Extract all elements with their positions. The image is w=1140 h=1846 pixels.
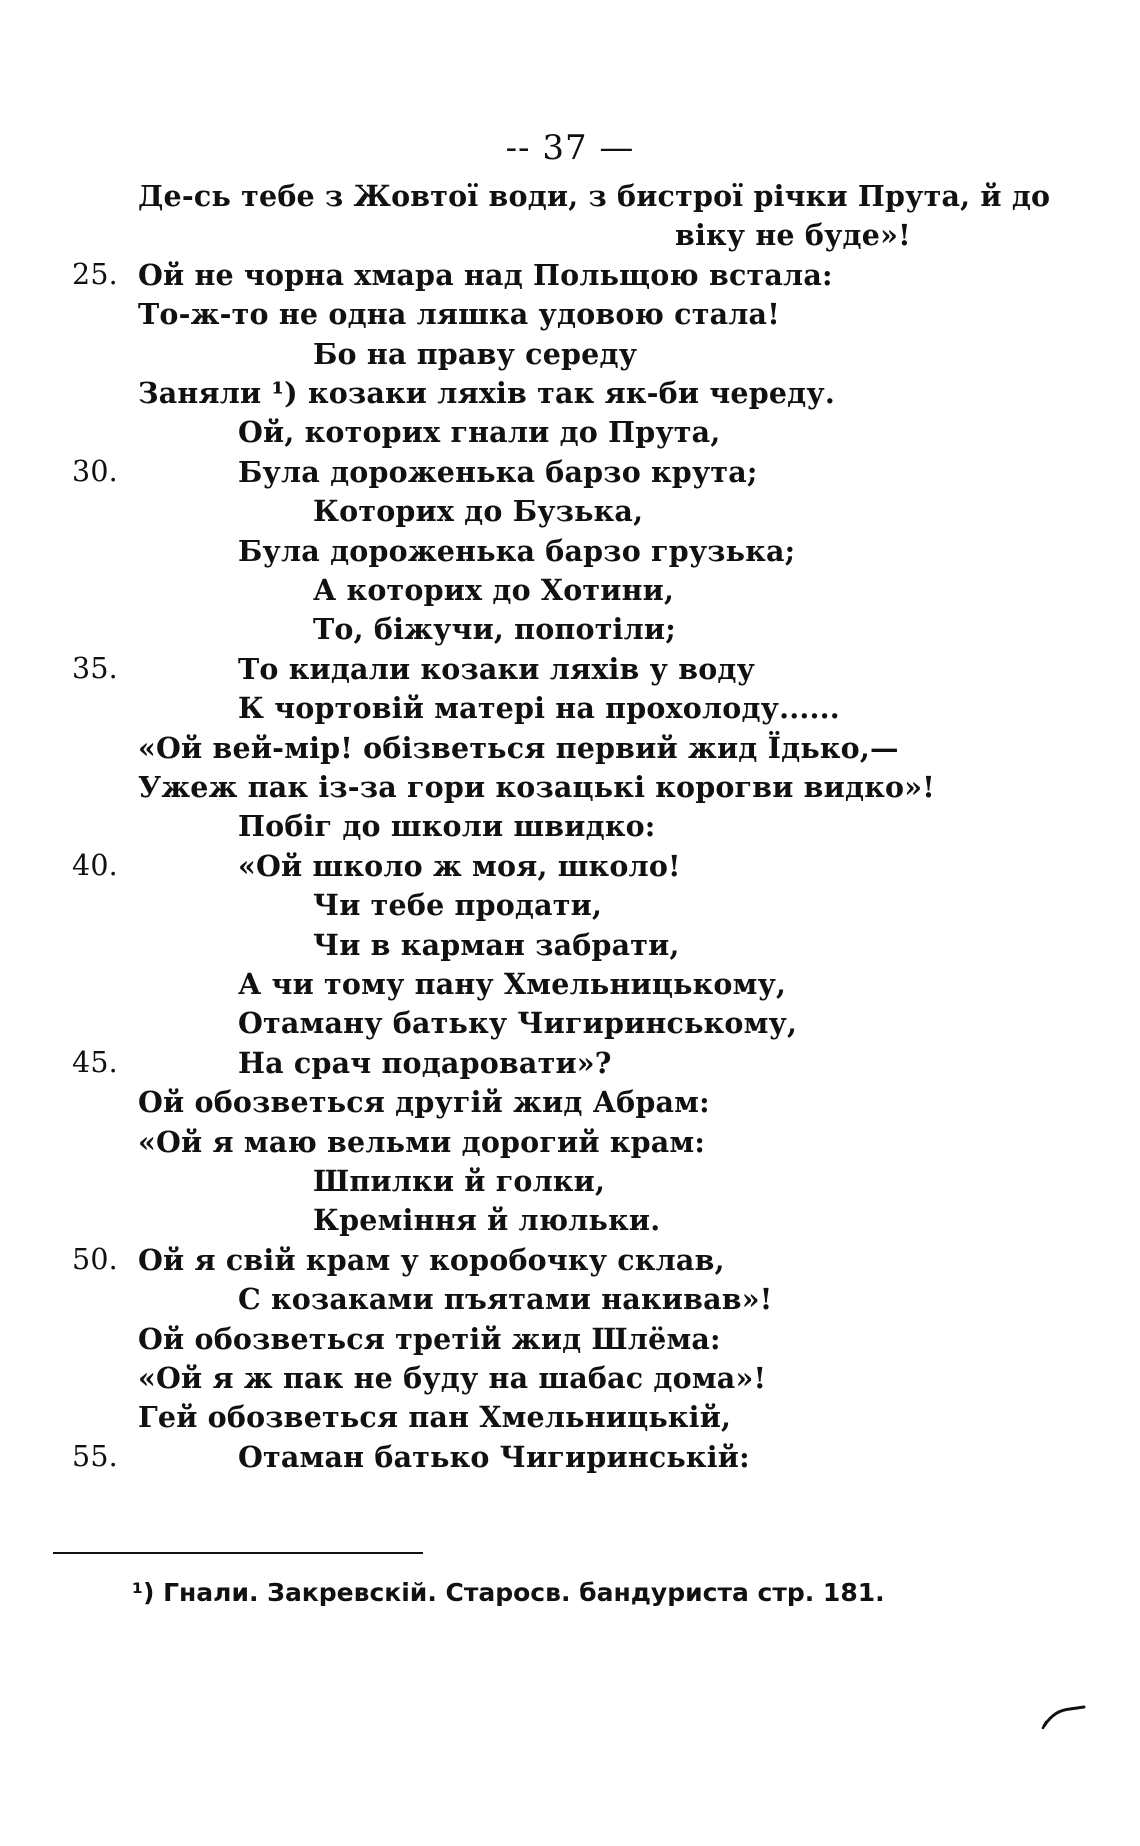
- poem-line: [0, 1358, 1140, 1398]
- line-text: Заняли ¹) козаки ляхів так як-би череду.: [138, 376, 835, 410]
- line-number: 40.: [72, 848, 118, 882]
- poem-line: [0, 1240, 1140, 1280]
- poem-line: [0, 1082, 1140, 1122]
- poem-line: [0, 452, 1140, 492]
- poem-line: [0, 176, 1140, 216]
- line-number: 55.: [72, 1439, 118, 1473]
- poem-line: [0, 846, 1140, 886]
- line-text: Побіг до школи швидко:: [238, 809, 656, 844]
- line-text: То, біжучи, попотіли;: [313, 612, 676, 647]
- poem-line: [0, 1437, 1140, 1477]
- poem-line: [0, 609, 1140, 649]
- footnote: ¹) Гнали. Закревскій. Старосв. бандуриста стр. 181.: [132, 1578, 885, 1607]
- page-number: -- 37 —: [505, 128, 635, 168]
- line-number: 25.: [72, 257, 118, 291]
- line-text: Шпилки й голки,: [313, 1164, 606, 1198]
- line-text: Ой не чорна хмара над Польщою встала:: [138, 257, 833, 292]
- line-number: 30.: [72, 454, 118, 488]
- line-number: 50.: [72, 1242, 118, 1276]
- line-text: Була дороженька барзо грузька;: [238, 533, 796, 568]
- line-text: Которих до Бузька,: [313, 494, 644, 529]
- line-text: На срач подаровати»?: [238, 1045, 612, 1080]
- footnote-separator: [53, 1552, 423, 1554]
- line-text: Ой я свій крам у коробочку склав,: [138, 1242, 725, 1277]
- poem-line: [0, 1200, 1140, 1240]
- line-text: Бо на праву середу: [313, 336, 638, 371]
- line-text: А чи тому пану Хмельницькому,: [238, 967, 787, 1001]
- poem-line: [0, 294, 1140, 334]
- line-text: Креміння й люльки.: [313, 1203, 661, 1238]
- line-text: То кидали козаки ляхів у воду: [238, 651, 756, 686]
- poem-line: [0, 215, 1140, 255]
- line-text: «Ой школо ж моя, школо!: [238, 848, 681, 883]
- line-text: Ужеж пак із-за гори козацькі корогви видко»!: [138, 770, 935, 804]
- poem-line: [0, 255, 1140, 295]
- line-text: Чи тебе продати,: [313, 888, 603, 923]
- line-text: Гей обозветься пан Хмельницькій,: [138, 1400, 732, 1435]
- poem-line: [0, 964, 1140, 1004]
- line-text: «Ой я ж пак не буду на шабас дома»!: [138, 1361, 767, 1395]
- line-text: К чортовій матері на прохолоду......: [238, 691, 840, 726]
- line-text: А которих до Хотини,: [313, 573, 675, 607]
- poem-line: [0, 1003, 1140, 1043]
- line-text: Де-сь тебе з Жовтої води, з бистрої річки Прута, й до: [138, 179, 1051, 213]
- poem-line: [0, 1122, 1140, 1162]
- poem-line: [0, 373, 1140, 413]
- line-text: Отаман батько Чигиринській:: [238, 1439, 750, 1474]
- line-number: 45.: [72, 1045, 118, 1079]
- line-text: Ой обозветься третій жид Шлёма:: [138, 1321, 721, 1356]
- line-number: 35.: [72, 651, 118, 685]
- line-text: То-ж-то не одна ляшка удовою стала!: [138, 297, 780, 332]
- poem-line: [0, 531, 1140, 571]
- poem-line: [0, 806, 1140, 846]
- poem-line: [0, 767, 1140, 807]
- poem-line: [0, 728, 1140, 768]
- poem-line: [0, 1279, 1140, 1319]
- pen-mark-icon: [1040, 1700, 1088, 1730]
- poem-line: [0, 1319, 1140, 1359]
- poem-line: [0, 925, 1140, 965]
- poem-line: [0, 334, 1140, 374]
- poem-line: [0, 649, 1140, 689]
- poem-line: [0, 1043, 1140, 1083]
- line-text: Отаману батьку Чигиринському,: [238, 1006, 798, 1041]
- line-text: С козаками пъятами накивав»!: [238, 1282, 773, 1317]
- line-text: Ой обозветься другій жид Абрам:: [138, 1085, 710, 1120]
- line-text: Чи в карман забрати,: [313, 927, 680, 962]
- poem-line: [0, 885, 1140, 925]
- poem-line: [0, 491, 1140, 531]
- line-text: «Ой вей-мір! обізветься первий жид Їдько,—: [138, 730, 899, 765]
- poem-line: [0, 570, 1140, 610]
- poem-line: [0, 1161, 1140, 1201]
- poem-line: [0, 1397, 1140, 1437]
- line-text: віку не буде»!: [675, 218, 911, 253]
- poem-line: [0, 412, 1140, 452]
- poem-line: [0, 688, 1140, 728]
- line-text: Була дороженька барзо крута;: [238, 454, 758, 489]
- line-text: «Ой я маю вельми дорогий крам:: [138, 1124, 706, 1159]
- line-text: Ой, которих гнали до Прута,: [238, 415, 721, 450]
